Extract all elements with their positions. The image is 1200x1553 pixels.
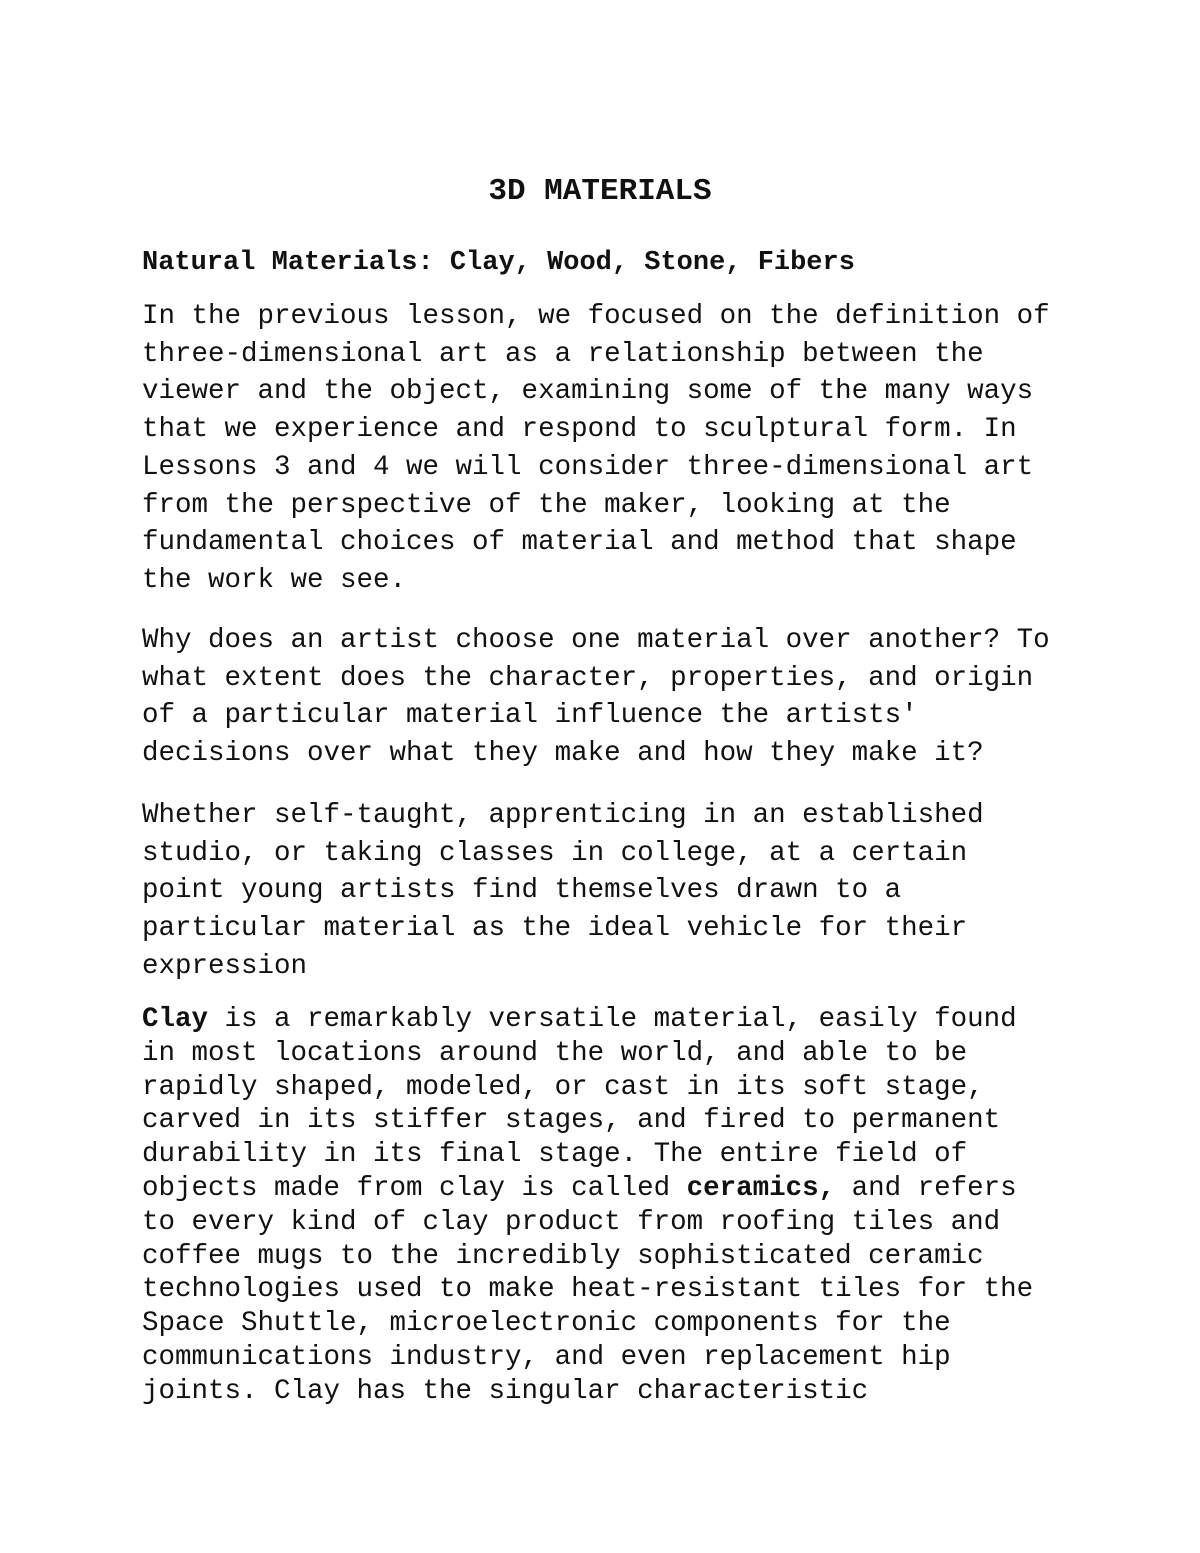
paragraph-question: [142, 622, 1050, 773]
term-ceramics: ceramics,: [686, 1172, 836, 1204]
page-title: 3D MATERIALS: [488, 174, 712, 209]
text-line: point young artists find themselves drawn to a: [142, 875, 902, 907]
text-line: Why does an artist choose one material over another? To: [142, 625, 1050, 656]
text-line: Space Shuttle, microelectronic components for the: [142, 1308, 951, 1340]
text-line: Lessons 3 and 4 we will consider three-dimensional art: [142, 451, 1034, 483]
text-line: durability in its final stage. The entire field of: [142, 1139, 968, 1171]
text-line: in most locations around the world, and able to be: [142, 1037, 968, 1069]
text-line: studio, or taking classes in college, at a certain: [142, 837, 968, 869]
text-line: In the previous lesson, we focused on the definition of: [142, 301, 1050, 332]
text-line: three-dimensional art as a relationship between the: [142, 338, 984, 370]
text-line: [142, 1172, 1033, 1206]
text-line: to every kind of clay product from roofing tiles and: [142, 1206, 1001, 1238]
text-segment: objects made from clay is called: [142, 1172, 687, 1204]
text-line: the work we see.: [142, 564, 407, 596]
paragraph-clay: [142, 1003, 1033, 1409]
text-line: communications industry, and even replacement hip: [142, 1341, 951, 1373]
term-clay: Clay: [142, 1004, 209, 1035]
text-segment: is a remarkably versatile material, easily found: [208, 1004, 1017, 1035]
text-line: viewer and the object, examining some of the many ways: [142, 376, 1034, 408]
text-line: that we experience and respond to sculptural form. In: [142, 414, 1017, 446]
paragraph-intro: [142, 298, 1050, 600]
section-heading: Natural Materials: Clay, Wood, Stone, Fibers: [142, 248, 855, 278]
text-line: of a particular material influence the artists': [142, 700, 918, 732]
text-line: Whether self-taught, apprenticing in an established: [142, 800, 984, 831]
text-line: fundamental choices of material and method that shape: [142, 527, 1017, 559]
text-line: from the perspective of the maker, looking at the: [142, 489, 951, 521]
text-line: decisions over what they make and how they make it?: [142, 738, 984, 770]
text-line: carved in its stiffer stages, and fired to permanent: [142, 1105, 1001, 1137]
text-line: particular material as the ideal vehicle for their: [142, 913, 968, 945]
text-line: joints. Clay has the singular characteristic: [142, 1375, 869, 1407]
text-line: expression: [142, 950, 308, 982]
text-segment: and refers: [835, 1172, 1017, 1204]
paragraph-artists: [142, 797, 984, 986]
text-line: coffee mugs to the incredibly sophisticated ceramic: [142, 1240, 984, 1272]
text-line: what extent does the character, properties, and origin: [142, 662, 1034, 694]
text-line: rapidly shaped, modeled, or cast in its soft stage,: [142, 1071, 984, 1103]
text-line: technologies used to make heat-resistant tiles for the: [142, 1274, 1034, 1306]
text-line: [142, 1003, 1033, 1037]
